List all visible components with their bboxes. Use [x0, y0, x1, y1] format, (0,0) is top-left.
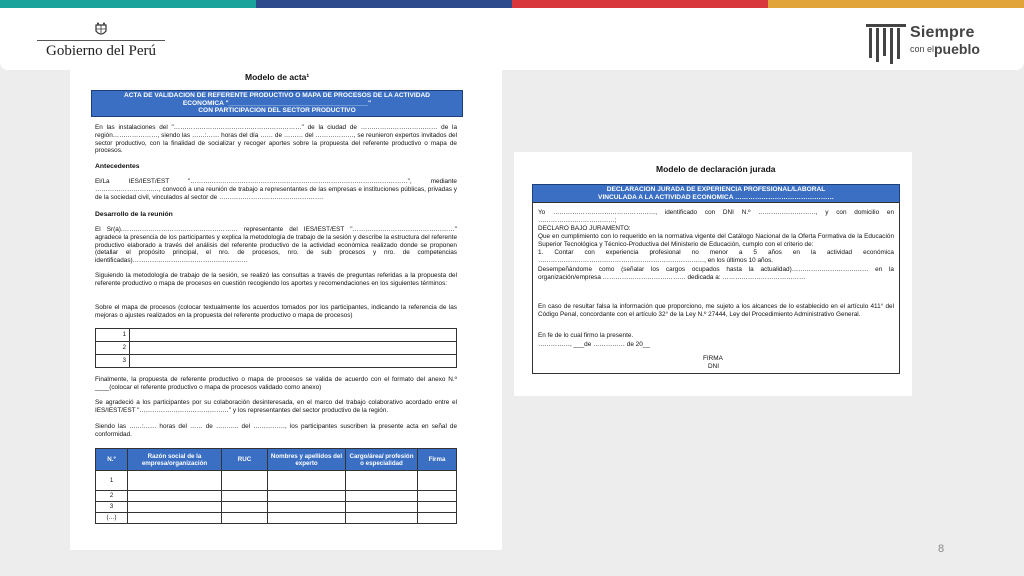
- column-header: Cargo/área/ profesión o especialidad: [346, 449, 418, 471]
- column-header: Razón social de la empresa/organización: [128, 449, 222, 471]
- pillars-icon: [866, 22, 906, 66]
- declaracion-header-line2: VINCULADA A LA ACTIVIDAD ECONOMICA ………………………………………: [598, 193, 834, 201]
- brand-color-bar: [0, 0, 1024, 8]
- column-header: Firma: [418, 449, 457, 471]
- column-header: Nombres y apellidos del experto: [268, 449, 346, 471]
- acta-intro-paragraph: En las instalaciones del "……………………………………………………" de la ciudad de ……………………………… de la región…………………, siendo las ……:…… horas del día …… de ……… del ………………, se reunieron expertos invitados del sector productivo, con la finalidad de socializar y recoger aportes sobre la propuesta del referente productivo o mapa de procesos.: [95, 124, 457, 155]
- slogan-pueblo: pueblo: [934, 41, 980, 57]
- acta-header-line3: CON PARTICIPACION DEL SECTOR PRODUCTIVO: [198, 107, 356, 115]
- row-number: 1: [96, 329, 130, 342]
- table-row: [96, 491, 457, 502]
- acta-header-line1: ACTA DE VALIDACION DE REFERENTE PRODUCTIVO O MAPA DE PROCESOS DE LA ACTIVIDAD: [123, 92, 430, 99]
- logo-divider: [37, 40, 165, 41]
- fe-paragraph: En fe de lo cual firmo la presente.: [538, 332, 634, 339]
- table-row: [96, 329, 457, 342]
- color-segment-teal: [0, 0, 256, 8]
- declaracion-header-box: [532, 184, 900, 203]
- caso-paragraph: En caso de resultar falsa la información que proporciono, me sujeto a los alcances de lo establecido en el artículo 411° del Código Penal, concordante con el artículo 32° de la Ley N.º 27444, Ley del Procedimiento Administrativo General.: [538, 303, 894, 318]
- declaracion-header-line1: DECLARACION JURADA DE EXPERIENCIA PROFESIONAL/LABORAL: [606, 186, 826, 193]
- slide-header: [0, 8, 1024, 70]
- color-segment-gold: [768, 0, 1024, 8]
- coat-of-arms-icon: [93, 22, 109, 38]
- mapa-procesos-paragraph: Sobre el mapa de procesos (colocar textualmente los acuerdos tomados por los participantes, indicando la referencia de las mejoras o ajustes realizados en la propuesta del referente productivo o mapa de procesos): [95, 304, 457, 319]
- siendo-paragraph: Siendo las ……:…… horas del …… de ……….. del ……………, los participantes suscriben la presente acta en señal de conformidad.: [95, 423, 457, 438]
- table-row: [96, 342, 457, 355]
- desarrollo-heading: Desarrollo de la reunión: [95, 211, 173, 218]
- row-number: 1: [96, 471, 128, 491]
- firmas-table: [95, 448, 457, 524]
- row-number: (…): [96, 513, 128, 524]
- table-row: [96, 502, 457, 513]
- column-header: N.º: [96, 449, 128, 471]
- table-header-row: [96, 449, 457, 471]
- desempenandome-paragraph: Desempeñándome como (señalar los cargos ocupados hasta la actualidad)……………………………… en la organización/empresa ………………………………… dedicada a: …………………………………: [538, 266, 894, 281]
- gobierno-peru-logo: [36, 22, 166, 60]
- agradecio-paragraph: Se agradeció a los participantes por su colaboración desinteresada, en el marco del trabajo colaborativo acordado entre el IES/IEST/EST "……………………………………" y los representantes del sector productivo de la región.: [95, 399, 457, 414]
- color-segment-navy: [256, 0, 512, 8]
- finalmente-paragraph: Finalmente, la propuesta de referente productivo o mapa de procesos se valida de acuerdo con el formato del anexo N.º ____(colocar el referente productivo o mapa de procesos validado como anexo): [95, 376, 457, 391]
- antecedentes-heading: Antecedentes: [95, 163, 140, 170]
- row-number: 3: [96, 355, 130, 368]
- declaracion-body-box: [532, 202, 900, 374]
- declaracion-jurada-document: [514, 152, 912, 396]
- row-number: 2: [96, 491, 128, 502]
- acta-header-line2: ECONOMICA "______________________________________": [182, 99, 372, 107]
- color-segment-red: [512, 0, 768, 8]
- metodologia-paragraph: Siguiendo la metodología de trabajo de la sesión, se realizó las consultas a través de preguntas referidas a la propuesta del referente productivo o mapa de procesos en cuestión recogiendo los aportes y recomendaciones en los siguientes términos:: [95, 272, 457, 287]
- mapa-procesos-table: [95, 328, 457, 368]
- gobierno-label: Gobierno del Perú: [46, 43, 156, 59]
- row-content: [130, 329, 457, 342]
- dni-label: DNI: [708, 363, 720, 370]
- page-number: 8: [938, 543, 945, 555]
- acta-header-box: [91, 90, 463, 117]
- firma-label: FIRMA: [703, 355, 723, 362]
- fecha-line: ……………, ___de …………… de 20__: [538, 341, 650, 348]
- acta-title: Modelo de acta¹: [245, 72, 310, 82]
- table-row: [96, 471, 457, 491]
- declaracion-title: Modelo de declaración jurada: [656, 164, 776, 174]
- column-header: RUC: [222, 449, 268, 471]
- table-row: [96, 355, 457, 368]
- table-row: [96, 513, 457, 524]
- declaro-label: DECLARO BAJO JURAMENTO:: [538, 225, 631, 232]
- acta-document: [70, 70, 502, 550]
- row-content: [130, 355, 457, 368]
- yo-paragraph: Yo …………………………………………, identificado con DNI N.º ………………………, y con domicilio en ………………………………;: [538, 209, 894, 224]
- criterio-paragraph: 1. Contar con experiencia profesional no menor a 5 años en la actividad económica ……………………………………………………………………, en los últimos 10 años.: [538, 249, 894, 264]
- row-content: [130, 342, 457, 355]
- que-paragraph: Que en cumplimiento con lo requerido en la normativa vigente del Catálogo Nacional de la Oferta Formativa de la Educación Superior Tecnológica y Técnico-Productiva del Ministerio de Educación, cumplo con el criterio de:: [538, 233, 894, 248]
- slogan-con-el: con el: [910, 44, 935, 54]
- siempre-con-el-pueblo-logo: [866, 22, 1006, 66]
- row-number: 3: [96, 502, 128, 513]
- slogan-siempre: Siempre: [910, 24, 975, 41]
- row-number: 2: [96, 342, 130, 355]
- antecedentes-paragraph: El/La IES/IEST/EST "…………………………………………………………………………………………", mediante …………………………, convocó a una reunión de trabajo a representantes de las empresas e instituciones públicas, privadas y de la sociedad civil, vinculados al sector de ………………………………………….: [95, 178, 457, 201]
- desarrollo-paragraph: El Sr(a).……………………………………………… representante del IES/IEST/EST "…………………………………………" agradece la presencia de los participantes y explica la metodología de trabajo de la sesión y describe la estructura del referente productivo elaborado a través del análisis del referente productivo de la actividad económica realizado donde se proponen (detallar el propósito principal, el nro. de procesos, nro. de sub procesos y nro. de competencias identificadas)………………………………………………: [95, 226, 457, 265]
